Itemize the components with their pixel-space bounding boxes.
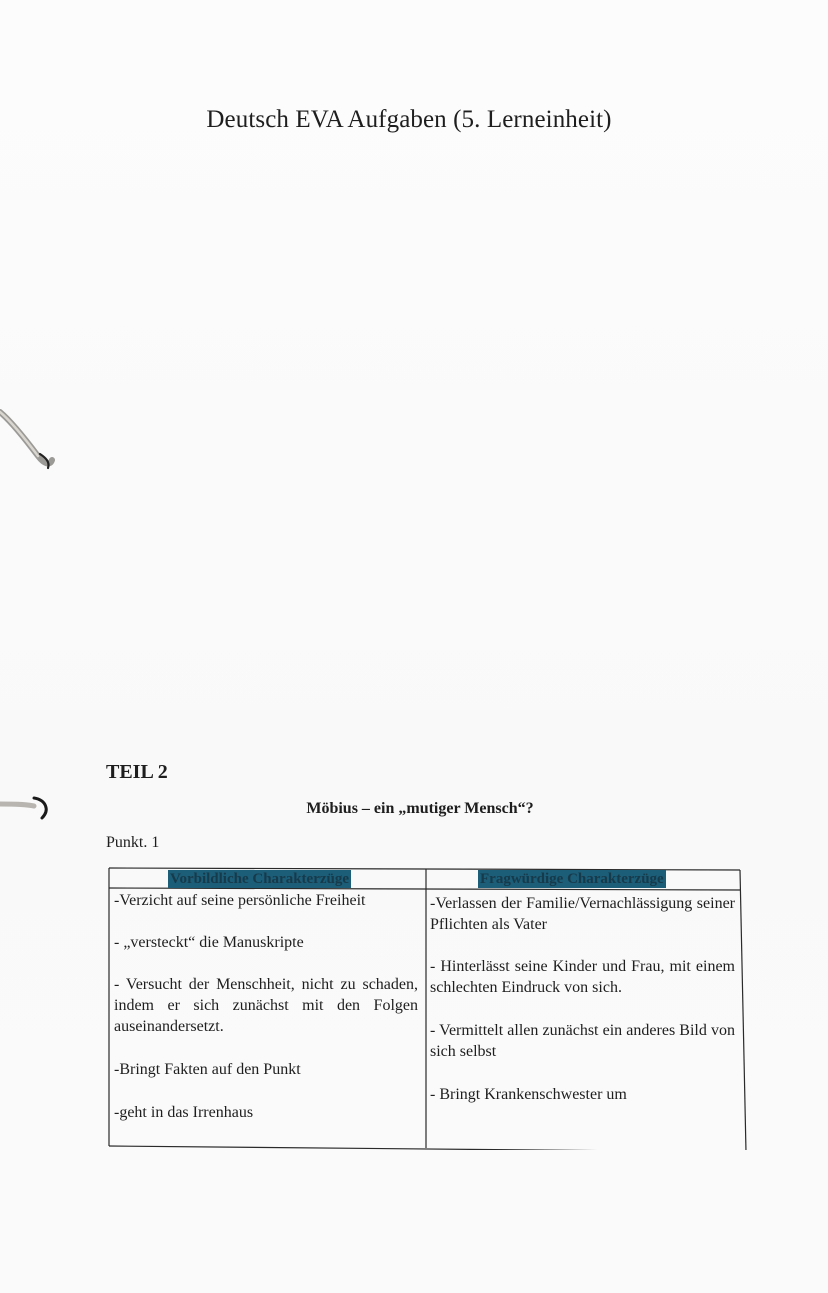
table-header-questionable-traits: Fragwürdige Charakterzüge — [480, 871, 664, 887]
positive-trait-item: -Bringt Fakten auf den Punkt — [114, 1061, 301, 1078]
positive-trait-item: -geht in das Irrenhaus — [114, 1104, 254, 1121]
character-traits-table — [108, 866, 748, 1150]
table-header-positive-traits: Vorbildliche Charakterzüge — [170, 871, 350, 887]
document-title: Deutsch EVA Aufgaben (5. Lerneinheit) — [206, 106, 612, 133]
questionable-trait-item: - Bringt Krankenschwester um — [430, 1086, 627, 1103]
questionable-trait-item: - Vermittelt allen zunächst ein anderes Bild von sich selbst — [430, 1022, 735, 1060]
section-heading: TEIL 2 — [106, 761, 168, 783]
punch-hole-mark — [0, 400, 60, 480]
questionable-trait-item: -Verlassen der Familie/Vernachlässigung seiner Pflichten als Vater — [430, 895, 735, 933]
positive-trait-item: - Versucht der Menschheit, nicht zu schaden, indem er sich zunächst mit den Folgen auseinandersetzt. — [114, 976, 418, 1035]
questionable-trait-item: - Hinterlässt seine Kinder und Frau, mit einem schlechten Eindruck von sich. — [430, 958, 735, 996]
positive-trait-item: - „versteckt“ die Manuskripte — [114, 934, 304, 951]
point-label: Punkt. 1 — [106, 834, 160, 851]
positive-trait-item: -Verzicht auf seine persönliche Freiheit — [114, 892, 366, 909]
section-subheading: Möbius – ein „mutiger Mensch“? — [306, 800, 534, 817]
